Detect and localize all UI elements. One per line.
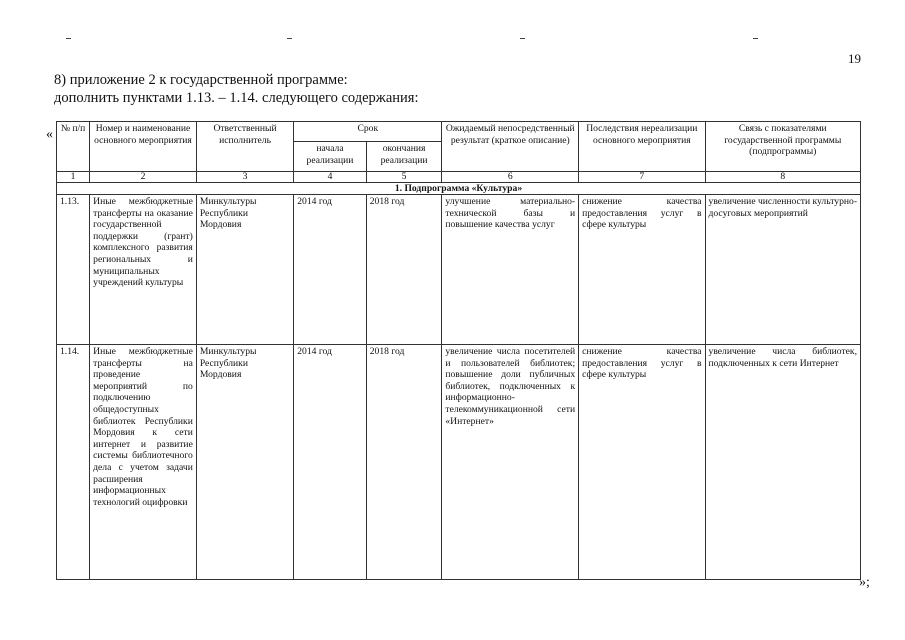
row-executor: Минкультуры Республики Мордовия bbox=[196, 195, 293, 345]
header-executor: Ответственный исполнитель bbox=[196, 122, 293, 172]
row-consequences: снижение качества предоставления услуг в сфере культуры bbox=[579, 345, 705, 580]
row-link: увеличение числа библиотек, подключенных к сети Интернет bbox=[705, 345, 860, 580]
row-end: 2018 год bbox=[366, 345, 442, 580]
column-numbers-row bbox=[57, 172, 861, 183]
row-end: 2018 год bbox=[366, 195, 442, 345]
row-num: 1.14. bbox=[57, 345, 90, 580]
scan-mark bbox=[520, 38, 525, 39]
row-num: 1.13. bbox=[57, 195, 90, 345]
header-consequences: Последствия нереализации основного мероприятия bbox=[579, 122, 705, 172]
closing-quote: »; bbox=[859, 575, 870, 590]
row-name: Иные межбюджетные трансферты на проведение мероприятий по подключению общедоступных библиотек Республики Мордовия к сети интернет и развитие системы библиотечного дела с учетом задачи расширения информационных технологий оцифровки bbox=[90, 345, 197, 580]
column-number: 4 bbox=[294, 172, 367, 183]
row-link: увеличение численности культурно-досуговых мероприятий bbox=[705, 195, 860, 345]
table-row bbox=[57, 195, 861, 345]
page-number: 19 bbox=[848, 51, 861, 66]
intro-line-1: 8) приложение 2 к государственной программе: bbox=[54, 72, 348, 88]
column-number: 5 bbox=[366, 172, 442, 183]
header-term-end: окончания реализации bbox=[366, 142, 442, 172]
header-result: Ожидаемый непосредственный результат (краткое описание) bbox=[442, 122, 579, 172]
column-number: 8 bbox=[705, 172, 860, 183]
row-start: 2014 год bbox=[294, 195, 367, 345]
header-link: Связь с показателями государственной программы (подпрограммы) bbox=[705, 122, 860, 172]
header-name: Номер и наименование основного мероприятия bbox=[90, 122, 197, 172]
column-number: 1 bbox=[57, 172, 90, 183]
intro-text bbox=[54, 71, 418, 107]
scan-mark bbox=[287, 38, 292, 39]
column-number: 3 bbox=[196, 172, 293, 183]
header-row bbox=[57, 122, 861, 142]
table-row bbox=[57, 345, 861, 580]
header-term: Срок bbox=[294, 122, 442, 142]
row-result: улучшение материально-технической базы и повышение качества услуг bbox=[442, 195, 579, 345]
row-name: Иные межбюджетные трансферты на оказание государственной поддержки (грант) комплексного развития региональных и муниципальных учреждений культуры bbox=[90, 195, 197, 345]
row-consequences: снижение качества предоставления услуг в сфере культуры bbox=[579, 195, 705, 345]
row-executor: Минкультуры Республики Мордовия bbox=[196, 345, 293, 580]
measures-table bbox=[56, 121, 861, 580]
row-start: 2014 год bbox=[294, 345, 367, 580]
column-number: 6 bbox=[442, 172, 579, 183]
opening-quote: « bbox=[46, 127, 53, 142]
scan-mark bbox=[66, 38, 71, 39]
scan-mark bbox=[753, 38, 758, 39]
column-number: 2 bbox=[90, 172, 197, 183]
header-term-start: начала реализации bbox=[294, 142, 367, 172]
row-result: увеличение числа посетителей и пользователей библиотек; повышение доли публичных библиотек, подключенных к информационно-телекоммуникационной сети «Интернет» bbox=[442, 345, 579, 580]
section-title: 1. Подпрограмма «Культура» bbox=[57, 183, 861, 195]
intro-line-2: дополнить пунктами 1.13. – 1.14. следующего содержания: bbox=[54, 90, 419, 106]
section-row bbox=[57, 183, 861, 195]
header-num: № п/п bbox=[57, 122, 90, 172]
column-number: 7 bbox=[579, 172, 705, 183]
